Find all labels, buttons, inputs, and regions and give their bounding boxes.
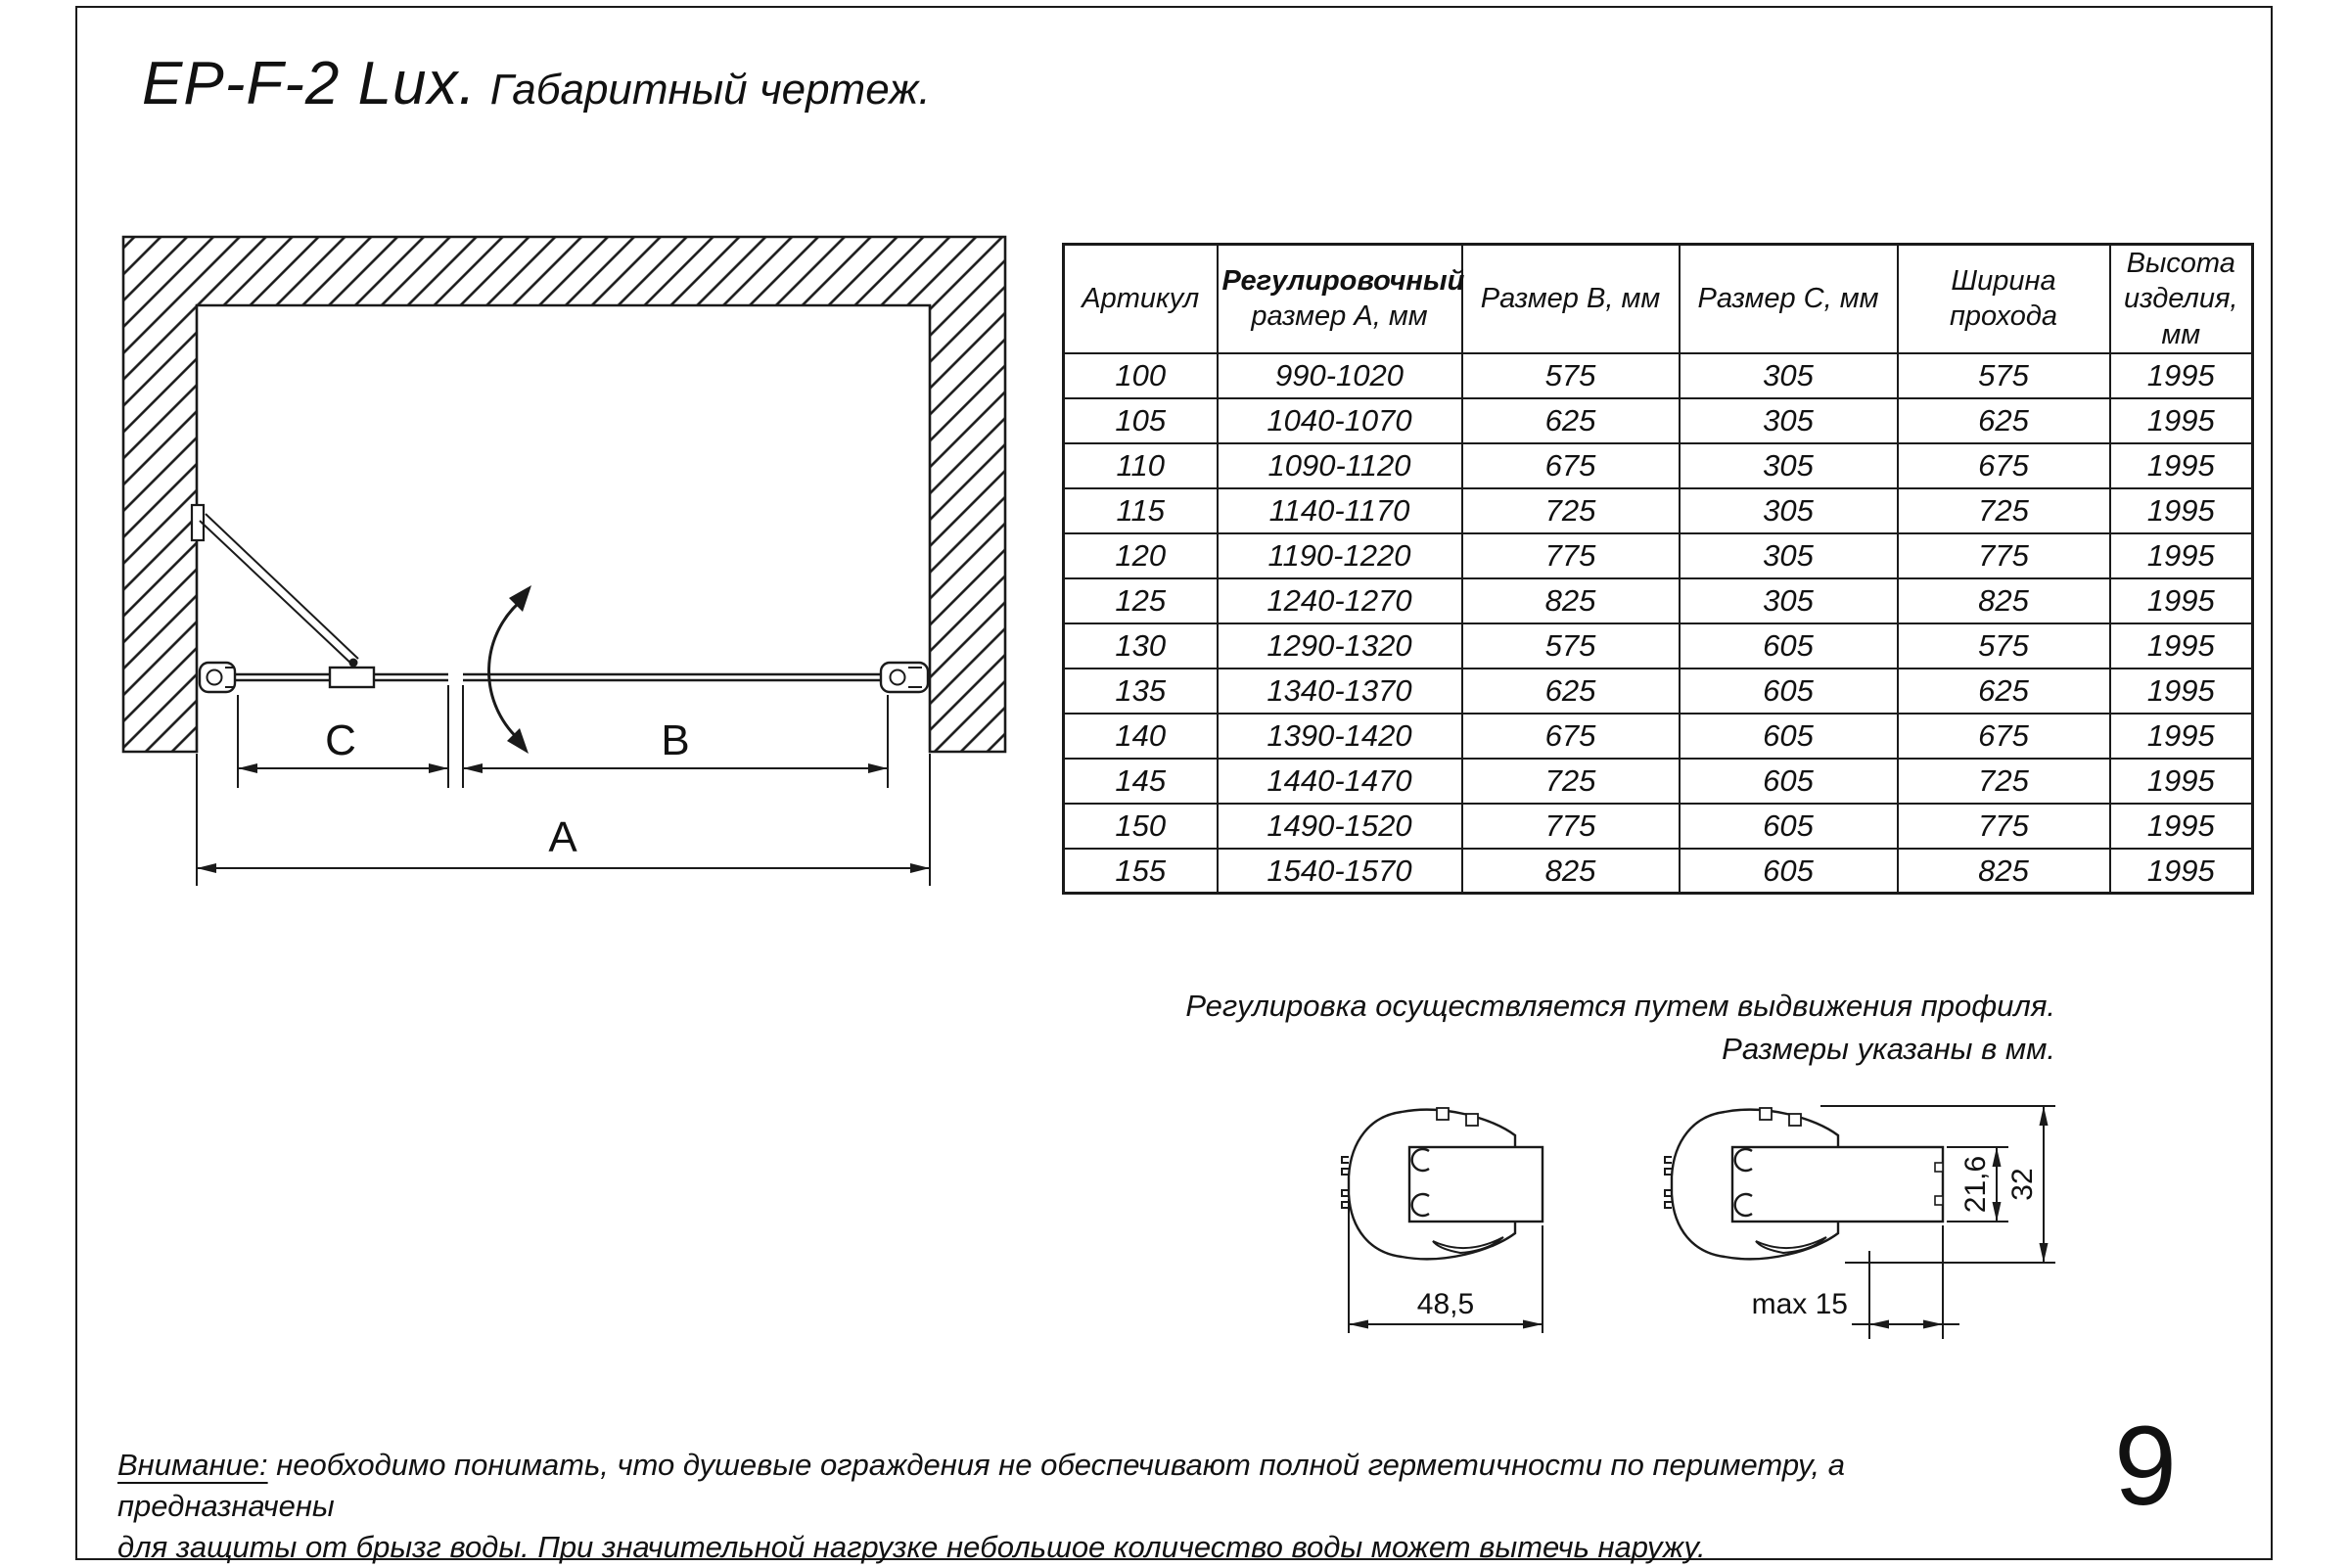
table-cell: 1540-1570 xyxy=(1218,849,1462,894)
table-cell: 100 xyxy=(1064,353,1218,398)
table-cell: 775 xyxy=(1898,804,2110,849)
table-cell: 140 xyxy=(1064,714,1218,759)
table-cell: 305 xyxy=(1680,533,1898,578)
table-cell: 1995 xyxy=(2110,759,2253,804)
table-cell: 1995 xyxy=(2110,804,2253,849)
table-row xyxy=(1064,398,2253,443)
table-cell: 825 xyxy=(1462,849,1680,894)
table-row xyxy=(1064,669,2253,714)
table-cell: 115 xyxy=(1064,488,1218,533)
table-cell: 725 xyxy=(1462,759,1680,804)
table-cell: 1995 xyxy=(2110,578,2253,623)
table-row xyxy=(1064,804,2253,849)
page-title xyxy=(142,49,931,118)
table-cell: 305 xyxy=(1680,398,1898,443)
wall-profile-left xyxy=(200,663,235,692)
table-cell: 105 xyxy=(1064,398,1218,443)
table-row xyxy=(1064,714,2253,759)
table-cell: 605 xyxy=(1680,669,1898,714)
table-row xyxy=(1064,533,2253,578)
table-cell: 675 xyxy=(1898,714,2110,759)
table-cell: 605 xyxy=(1680,759,1898,804)
table-row xyxy=(1064,623,2253,669)
spec-table xyxy=(1062,243,2254,895)
table-cell: 825 xyxy=(1898,849,2110,894)
col-header-size-c: Размер С, мм xyxy=(1680,245,1898,353)
table-cell: 1995 xyxy=(2110,353,2253,398)
warning-line-1-text: необходимо понимать, что душевые ограждения не обеспечивают полной герметичности по периметру, а предназначены xyxy=(117,1448,1845,1523)
profile-section-closed xyxy=(1342,1108,1543,1259)
table-cell: 725 xyxy=(1462,488,1680,533)
table-cell: 605 xyxy=(1680,804,1898,849)
table-cell: 775 xyxy=(1462,804,1680,849)
table-cell: 1995 xyxy=(2110,623,2253,669)
table-cell: 1995 xyxy=(2110,669,2253,714)
table-cell: 1995 xyxy=(2110,849,2253,894)
support-bar xyxy=(192,505,374,687)
table-cell: 825 xyxy=(1898,578,2110,623)
table-cell: 1290-1320 xyxy=(1218,623,1462,669)
table-cell: 1995 xyxy=(2110,398,2253,443)
warning-line-1 xyxy=(117,1445,2036,1527)
drawing-subtitle: Габаритный чертеж. xyxy=(489,66,931,114)
table-cell: 1390-1420 xyxy=(1218,714,1462,759)
table-cell: 305 xyxy=(1680,353,1898,398)
warning-line-2: для защиты от брызг воды. При значительной нагрузке небольшое количество воды может вытечь наружу. xyxy=(117,1530,1706,1564)
table-cell: 605 xyxy=(1680,623,1898,669)
table-cell: 575 xyxy=(1898,623,2110,669)
table-cell: 305 xyxy=(1680,443,1898,488)
warning-label: Внимание: xyxy=(117,1448,268,1482)
table-cell: 135 xyxy=(1064,669,1218,714)
table-cell: 150 xyxy=(1064,804,1218,849)
label-c: C xyxy=(325,716,356,764)
dimension-adjust-range xyxy=(1852,1225,1959,1339)
table-row xyxy=(1064,759,2253,804)
table-cell: 605 xyxy=(1680,714,1898,759)
plan-view-drawing xyxy=(88,225,1057,940)
door-glass-panel xyxy=(463,674,883,680)
table-cell: 725 xyxy=(1898,759,2110,804)
table-cell: 625 xyxy=(1462,669,1680,714)
col-header-adjust-rest: размер А, мм xyxy=(1251,300,1428,333)
label-b: B xyxy=(661,716,690,764)
table-cell: 575 xyxy=(1898,353,2110,398)
table-cell: 1340-1370 xyxy=(1218,669,1462,714)
col-header-article: Артикул xyxy=(1064,245,1218,353)
table-row xyxy=(1064,488,2253,533)
table-row xyxy=(1064,443,2253,488)
table-cell: 155 xyxy=(1064,849,1218,894)
table-cell: 625 xyxy=(1462,398,1680,443)
table-cell: 825 xyxy=(1462,578,1680,623)
table-cell: 675 xyxy=(1462,714,1680,759)
table-cell: 605 xyxy=(1680,849,1898,894)
table-cell: 110 xyxy=(1064,443,1218,488)
table-cell: 1490-1520 xyxy=(1218,804,1462,849)
table-cell: 1090-1120 xyxy=(1218,443,1462,488)
dim-inner-height-value: 21,6 xyxy=(1959,1155,1992,1214)
table-row xyxy=(1064,578,2253,623)
glass-channel-extended xyxy=(1732,1147,1943,1222)
table-cell: 775 xyxy=(1462,533,1680,578)
table-cell: 575 xyxy=(1462,353,1680,398)
col-header-adjust-bold: Регулировочный xyxy=(1221,265,1465,298)
table-cell: 625 xyxy=(1898,398,2110,443)
product-model: EP-F-2 Lux. xyxy=(142,50,477,117)
note-adjustment: Регулировка осуществляется путем выдвижения профиля. xyxy=(1185,989,2055,1023)
col-header-adjust xyxy=(1218,245,1465,353)
dim-adjust-range-value: max 15 xyxy=(1751,1288,1848,1320)
note-units: Размеры указаны в мм. xyxy=(1722,1032,2055,1066)
profile-cross-sections xyxy=(1312,1086,2095,1370)
table-cell: 675 xyxy=(1898,443,2110,488)
table-cell: 625 xyxy=(1898,669,2110,714)
table-row xyxy=(1064,353,2253,398)
table-cell: 305 xyxy=(1680,578,1898,623)
table-row xyxy=(1064,849,2253,894)
profile-section-extended xyxy=(1665,1108,1943,1259)
table-cell: 1995 xyxy=(2110,443,2253,488)
table-body xyxy=(1064,353,2253,894)
glass-clamp xyxy=(330,668,374,687)
table-cell: 1995 xyxy=(2110,533,2253,578)
glass-channel xyxy=(1409,1147,1543,1222)
warning-note xyxy=(117,1445,2036,1568)
wall-profile-right xyxy=(881,663,928,692)
label-a: A xyxy=(548,813,577,861)
table-cell: 120 xyxy=(1064,533,1218,578)
table-cell: 1995 xyxy=(2110,488,2253,533)
table-cell: 1440-1470 xyxy=(1218,759,1462,804)
table-cell: 725 xyxy=(1898,488,2110,533)
table-cell: 675 xyxy=(1462,443,1680,488)
dim-full-width-value: 48,5 xyxy=(1416,1288,1475,1320)
table-cell: 130 xyxy=(1064,623,1218,669)
table-cell: 305 xyxy=(1680,488,1898,533)
table-cell: 145 xyxy=(1064,759,1218,804)
table-header-row xyxy=(1064,245,2253,353)
dim-outer-height-value: 32 xyxy=(2006,1168,2039,1201)
table-cell: 125 xyxy=(1064,578,1218,623)
table-cell: 1240-1270 xyxy=(1218,578,1462,623)
table-cell: 990-1020 xyxy=(1218,353,1462,398)
table-cell: 775 xyxy=(1898,533,2110,578)
col-header-pass-width: Ширина прохода xyxy=(1898,245,2110,353)
table-cell: 1140-1170 xyxy=(1218,488,1462,533)
swing-arc xyxy=(489,585,531,754)
col-header-size-b: Размер В, мм xyxy=(1462,245,1680,353)
table-cell: 575 xyxy=(1462,623,1680,669)
col-header-height: Высота изделия, мм xyxy=(2110,245,2253,353)
table-cell: 1190-1220 xyxy=(1218,533,1462,578)
table-cell: 1040-1070 xyxy=(1218,398,1462,443)
page-number: 9 xyxy=(2114,1404,2177,1529)
table-cell: 1995 xyxy=(2110,714,2253,759)
